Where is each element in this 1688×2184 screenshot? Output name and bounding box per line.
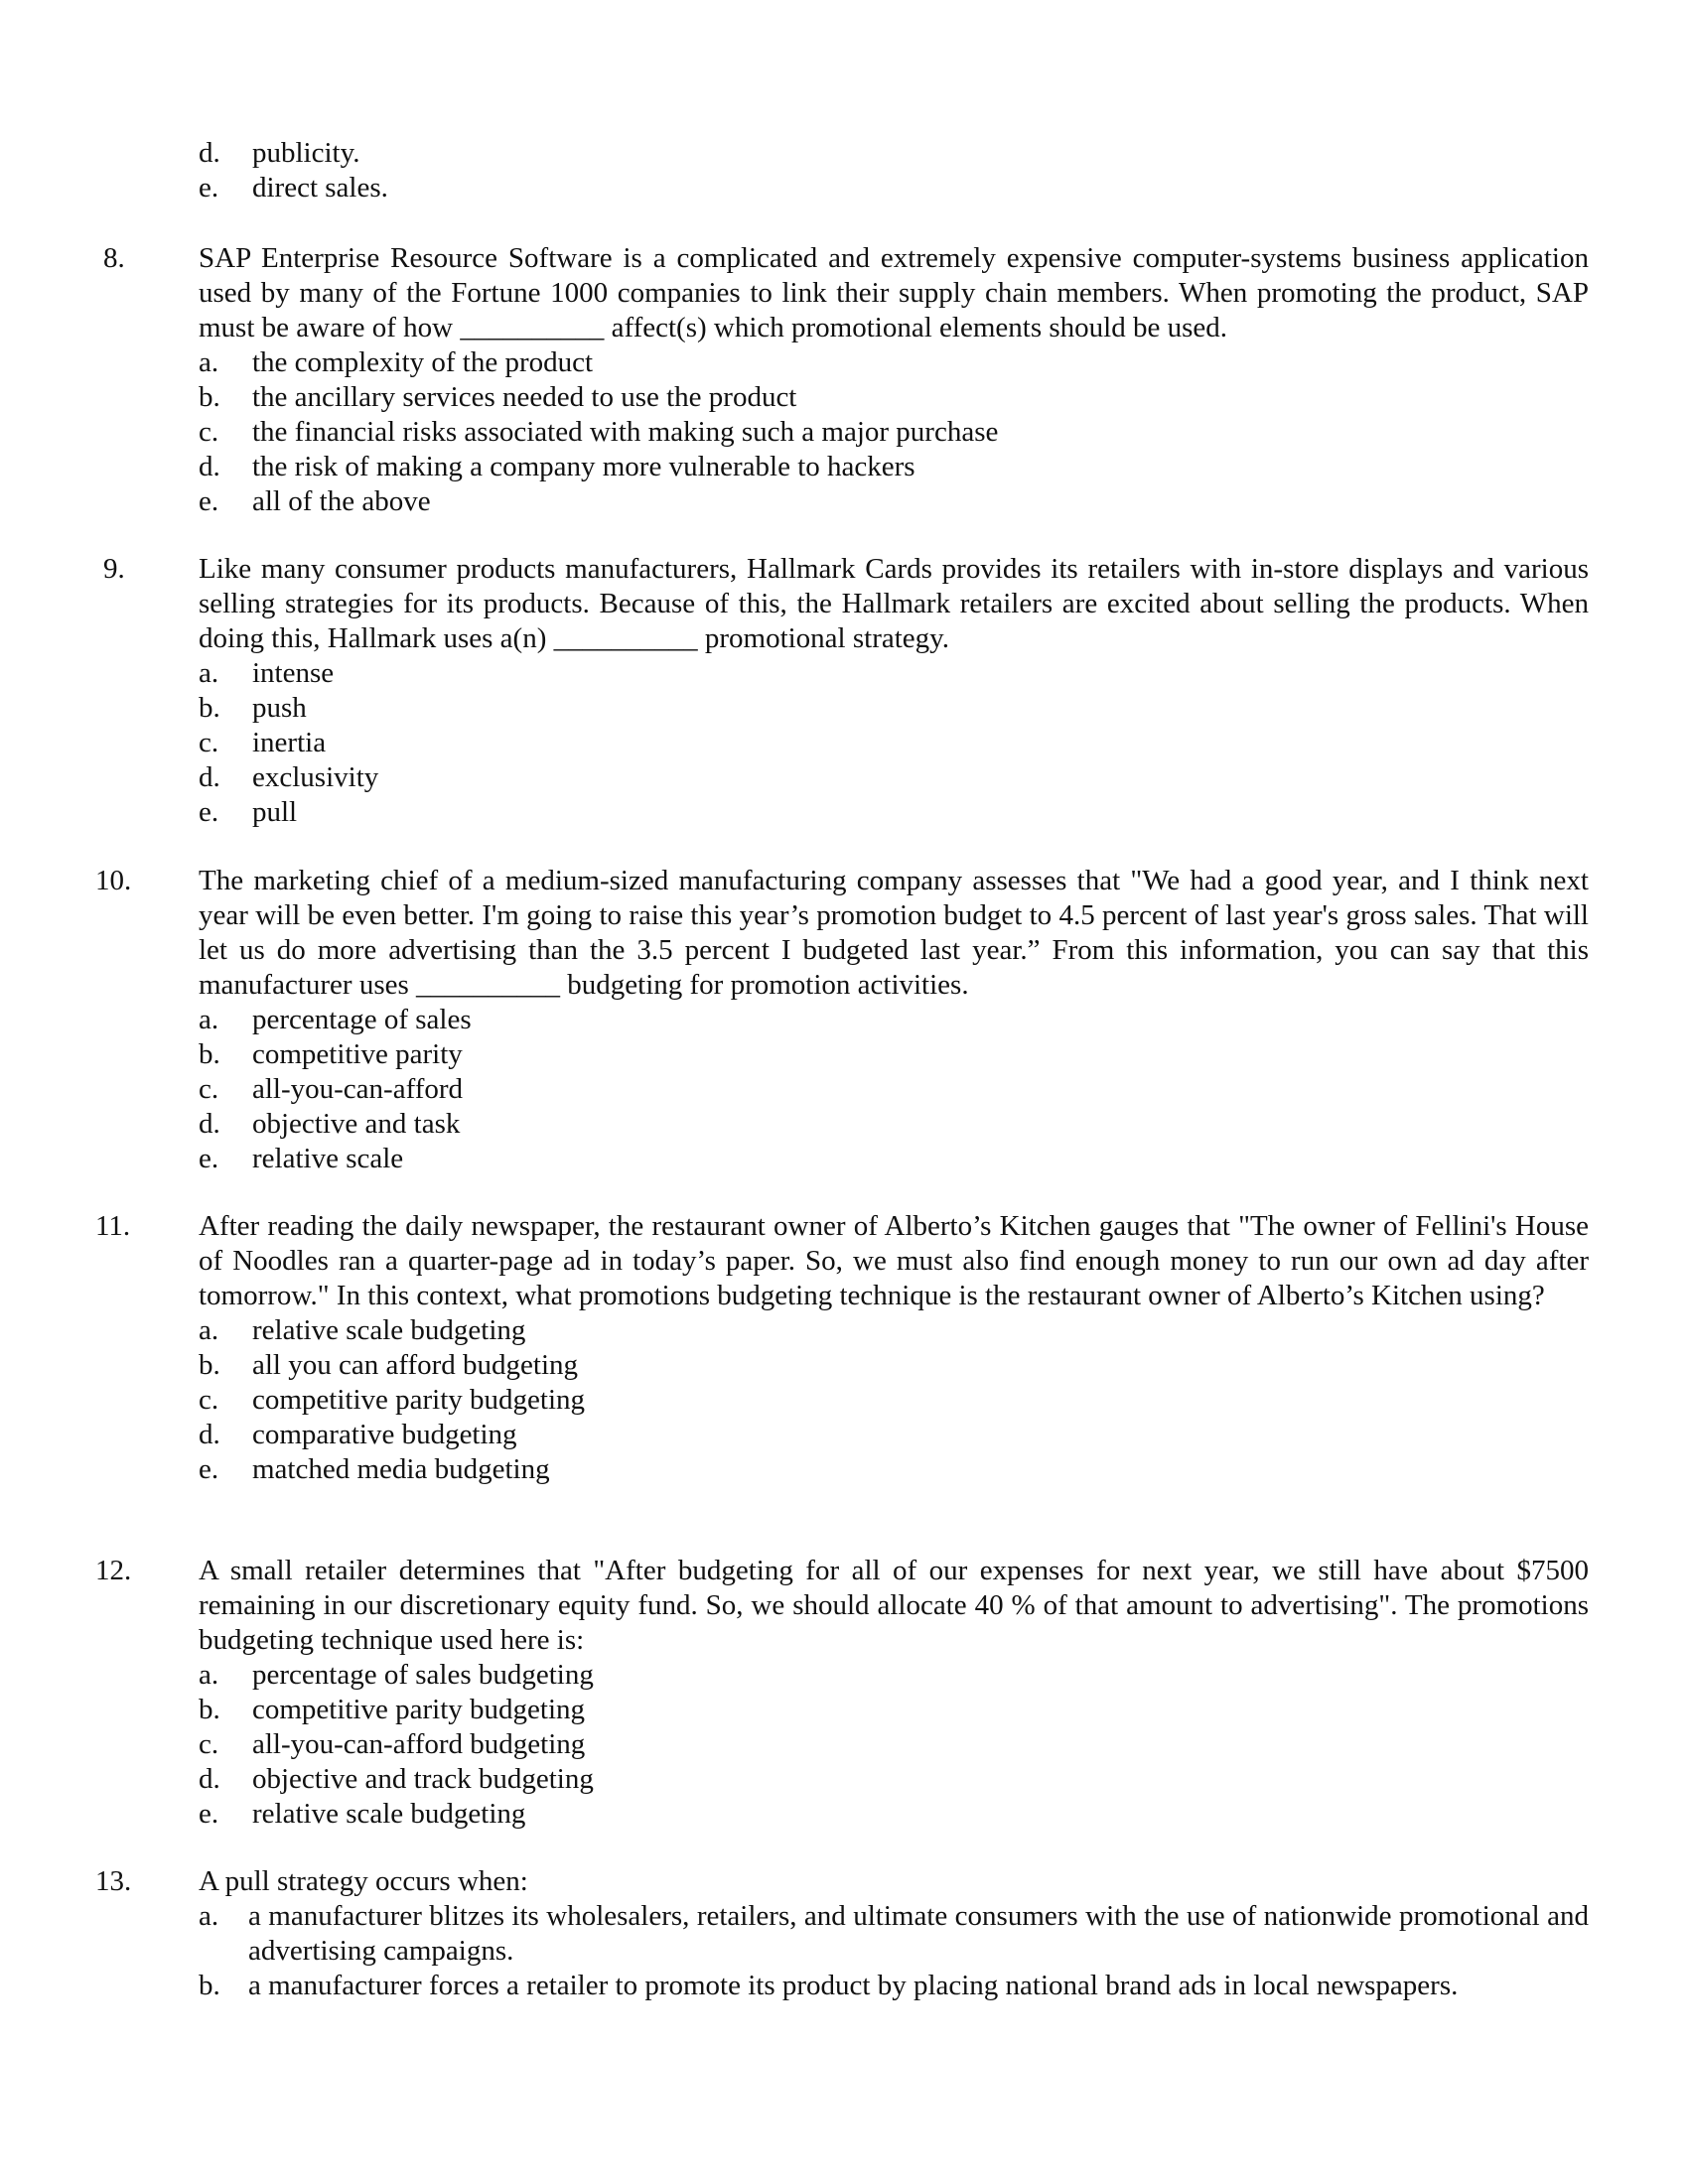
option-letter: c. [199, 1073, 219, 1105]
option-text: competitive parity [252, 1038, 463, 1070]
option-text: the financial risks associated with making such a major purchase [252, 416, 999, 448]
option-letter: b. [199, 1349, 220, 1381]
question-number: 11. [95, 1210, 131, 1242]
option-item [199, 1037, 1589, 1072]
option-text: competitive parity budgeting [252, 1384, 586, 1416]
question-stem: After reading the daily newspaper, the restaurant owner of Alberto’s Kitchen gauges that "The owner of Fellini's House of Noodles ran a quarter-page ad in today’s paper. So, we must also find enough money to run our own ad day after tomorrow." In this context, what promotions budgeting technique is the restaurant owner of Alberto’s Kitchen using? [199, 1210, 1589, 1311]
option-text: inertia [252, 727, 327, 758]
option-letter: d. [199, 761, 220, 793]
option-letter: a. [199, 1314, 219, 1346]
option-letter: d. [199, 1763, 220, 1795]
question-number: 12. [95, 1555, 132, 1586]
option-text: matched media budgeting [252, 1453, 550, 1485]
option-letter: c. [199, 1728, 219, 1760]
option-text: percentage of sales budgeting [252, 1659, 594, 1691]
question-stem: SAP Enterprise Resource Software is a complicated and extremely expensive computer-systems business application used by many of the Fortune 1000 companies to link their supply chain members. When promoting the product, SAP must be aware of how __________ affect(s) which promotional elements should be used. [199, 242, 1589, 343]
option-item [199, 1107, 1589, 1142]
option-item [199, 484, 1589, 519]
option-letter: e. [199, 1798, 219, 1830]
option-item [199, 1383, 1589, 1418]
question-body [199, 241, 1589, 519]
option-letter: a. [199, 1004, 219, 1035]
option-item [199, 1693, 1589, 1727]
option-letter: b. [199, 692, 220, 724]
option-letter: b. [199, 1038, 220, 1070]
option-item [199, 1797, 1589, 1832]
option-text: push [252, 692, 307, 724]
option-item [199, 171, 1589, 205]
question-body [199, 552, 1589, 830]
question-number: 9. [103, 553, 125, 585]
option-item [199, 380, 1589, 415]
option-text: all you can afford budgeting [252, 1349, 579, 1381]
option-item [199, 345, 1589, 380]
option-item [199, 450, 1589, 484]
option-letter: a. [199, 346, 219, 378]
option-text: relative scale budgeting [252, 1314, 526, 1346]
option-text: a manufacturer blitzes its wholesalers, retailers, and ultimate consumers with the use of nationwide promotional and advertising campaigns. [248, 1900, 1589, 1967]
option-letter: b. [199, 381, 220, 413]
option-letter: e. [199, 1453, 219, 1485]
option-item [199, 1313, 1589, 1348]
option-letter: a. [199, 1659, 219, 1691]
option-letter: a. [199, 657, 219, 689]
question-body [199, 1554, 1589, 1832]
option-letter: b. [199, 1694, 220, 1725]
option-item [199, 760, 1589, 795]
option-item [199, 1418, 1589, 1452]
option-text: all of the above [252, 485, 431, 517]
question-body [199, 864, 1589, 1176]
option-item [199, 1658, 1589, 1693]
option-text: direct sales. [252, 172, 388, 204]
option-text: comparative budgeting [252, 1419, 517, 1450]
option-letter: c. [199, 727, 219, 758]
option-item [199, 1727, 1589, 1762]
option-item [199, 795, 1589, 830]
question-stem: The marketing chief of a medium-sized manufacturing company assesses that "We had a good year, and I think next year will be even better. I'm going to raise this year’s promotion budget to 4.5 percent of last year's gross sales. That will let us do more advertising than the 3.5 percent I budgeted last year.” From this information, you can say that this manufacturer uses __________ budgeting for promotion activities. [199, 865, 1589, 1001]
option-item [199, 415, 1589, 450]
option-item [199, 656, 1589, 691]
option-item [199, 1762, 1589, 1797]
option-text: the risk of making a company more vulnerable to hackers [252, 451, 915, 482]
option-letter: d. [199, 137, 220, 169]
question-body [199, 1864, 1589, 2003]
option-item [199, 136, 1589, 171]
option-text: the ancillary services needed to use the product [252, 381, 797, 413]
option-item [199, 1072, 1589, 1107]
option-text: intense [252, 657, 335, 689]
option-text: competitive parity budgeting [252, 1694, 586, 1725]
option-text: percentage of sales [252, 1004, 472, 1035]
option-text: a manufacturer forces a retailer to promote its product by placing national brand ads in local newspapers. [248, 1970, 1459, 2001]
option-letter: e. [199, 485, 219, 517]
option-letter: d. [199, 451, 220, 482]
option-text: pull [252, 796, 298, 828]
question-number: 13. [95, 1865, 132, 1897]
option-item [199, 726, 1589, 760]
option-letter: e. [199, 796, 219, 828]
question-stem: A small retailer determines that "After budgeting for all of our expenses for next year, we still have about $7500 remaining in our discretionary equity fund. So, we should allocate 40 % of that amount to advertising". The promotions budgeting technique used here is: [199, 1555, 1589, 1656]
option-item [199, 1899, 1589, 1969]
option-text: objective and track budgeting [252, 1763, 594, 1795]
option-letter: e. [199, 1143, 219, 1174]
option-text: publicity. [252, 137, 360, 169]
option-text: relative scale budgeting [252, 1798, 526, 1830]
question-number: 10. [95, 865, 132, 896]
option-text: the complexity of the product [252, 346, 594, 378]
question-number: 8. [103, 242, 125, 274]
option-item [199, 691, 1589, 726]
option-item [199, 1969, 1589, 2003]
question-stem: A pull strategy occurs when: [199, 1865, 528, 1897]
option-item [199, 1142, 1589, 1176]
option-item [199, 1003, 1589, 1037]
option-letter: d. [199, 1108, 220, 1140]
option-letter: e. [199, 172, 219, 204]
option-letter: d. [199, 1419, 220, 1450]
question-body [199, 1209, 1589, 1487]
option-letter: b. [199, 1970, 220, 2001]
option-text: objective and task [252, 1108, 461, 1140]
option-text: exclusivity [252, 761, 379, 793]
option-letter: c. [199, 416, 219, 448]
option-item [199, 1348, 1589, 1383]
option-text: all-you-can-afford [252, 1073, 464, 1105]
option-item [199, 1452, 1589, 1487]
question-stem: Like many consumer products manufacturers, Hallmark Cards provides its retailers with in-store displays and various selling strategies for its products. Because of this, the Hallmark retailers are excited about selling the products. When doing this, Hallmark uses a(n) __________ promotional strategy. [199, 553, 1589, 654]
option-text: all-you-can-afford budgeting [252, 1728, 586, 1760]
question-7-continued-options [199, 136, 1589, 205]
option-letter: a. [199, 1900, 219, 1932]
option-text: relative scale [252, 1143, 404, 1174]
option-letter: c. [199, 1384, 219, 1416]
